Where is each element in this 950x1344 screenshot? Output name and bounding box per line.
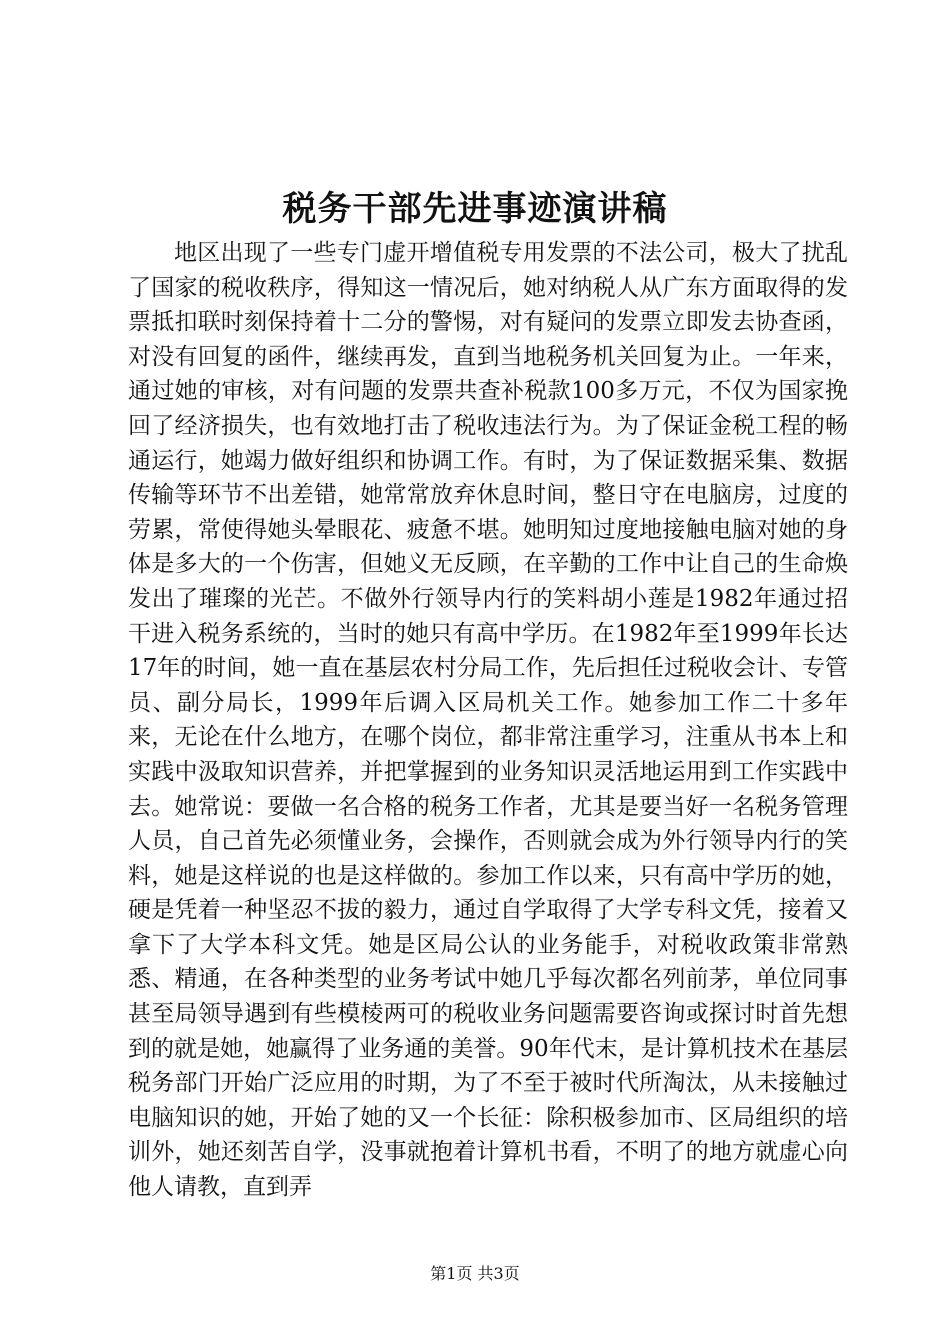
page-number: 第1页 共3页: [430, 1264, 520, 1283]
document-title: 税务干部先进事迹演讲稿: [282, 189, 668, 229]
body-paragraph: 地区出现了一些专门虚开增值税专用发票的不法公司，极大了扰乱了国家的税收秩序，得知这一情况后，她对纳税人从广东方面取得的发票抵扣联时刻保持着十二分的警惕，对有疑问的发票立即发去协查函，对没有回复的函件，继续再发，直到当地税务机关回复为止。一年来，通过她的审核，对有问题的发票共查补税款100多万元，不仅为国家挽回了经济损失，也有效地打击了税收违法行为。为了保证金税工程的畅通运行，她竭力做好组织和协调工作。有时，为了保证数据采集、数据传输等环节不出差错，她常常放弃休息时间，整日守在电脑房，过度的劳累，常使得她头晕眼花、疲惫不堪。她明知过度地接触电脑对她的身体是多大的一个伤害，但她义无反顾，在辛勤的工作中让自己的生命焕发出了璀璨的光芒。不做外行领导内行的笑料胡小莲是1982年通过招干进入税务系统的，当时的她只有高中学历。在1982年至1999年长达17年的时间，她一直在基层农村分局工作，先后担任过税收会计、专管员、副分局长，1999年后调入区局机关工作。她参加工作二十多年来，无论在什么地方，在哪个岗位，都非常注重学习，注重从书本上和实践中汲取知识营养，并把掌握到的业务知识灵活地运用到工作实践中去。她常说：要做一名合格的税务工作者，尤其是要当好一名税务管理人员，自己首先必须懂业务，会操作，否则就会成为外行领导内行的笑料，她是这样说的也是这样做的。参加工作以来，只有高中学历的她，硬是凭着一种坚忍不拔的毅力，通过自学取得了大学专科文凭，接着又拿下了大学本科文凭。她是区局公认的业务能手，对税收政策非常熟悉、精通，在各种类型的业务考试中她几乎每次都名列前茅，单位同事甚至局领导遇到有些模棱两可的税收业务问题需要咨询或探讨时首先想到的就是她，她赢得了业务通的美誉。90年代末，是计算机技术在基层税务部门开始广泛应用的时期，为了不至于被时代所淘汰，从未接触过电脑知识的她，开始了她的又一个长征：除积极参加市、区局组织的培训外，她还刻苦自学，没事就抱着计算机书看，不明了的地方就虚心向他人请教，直到弄: [128, 240, 848, 1201]
